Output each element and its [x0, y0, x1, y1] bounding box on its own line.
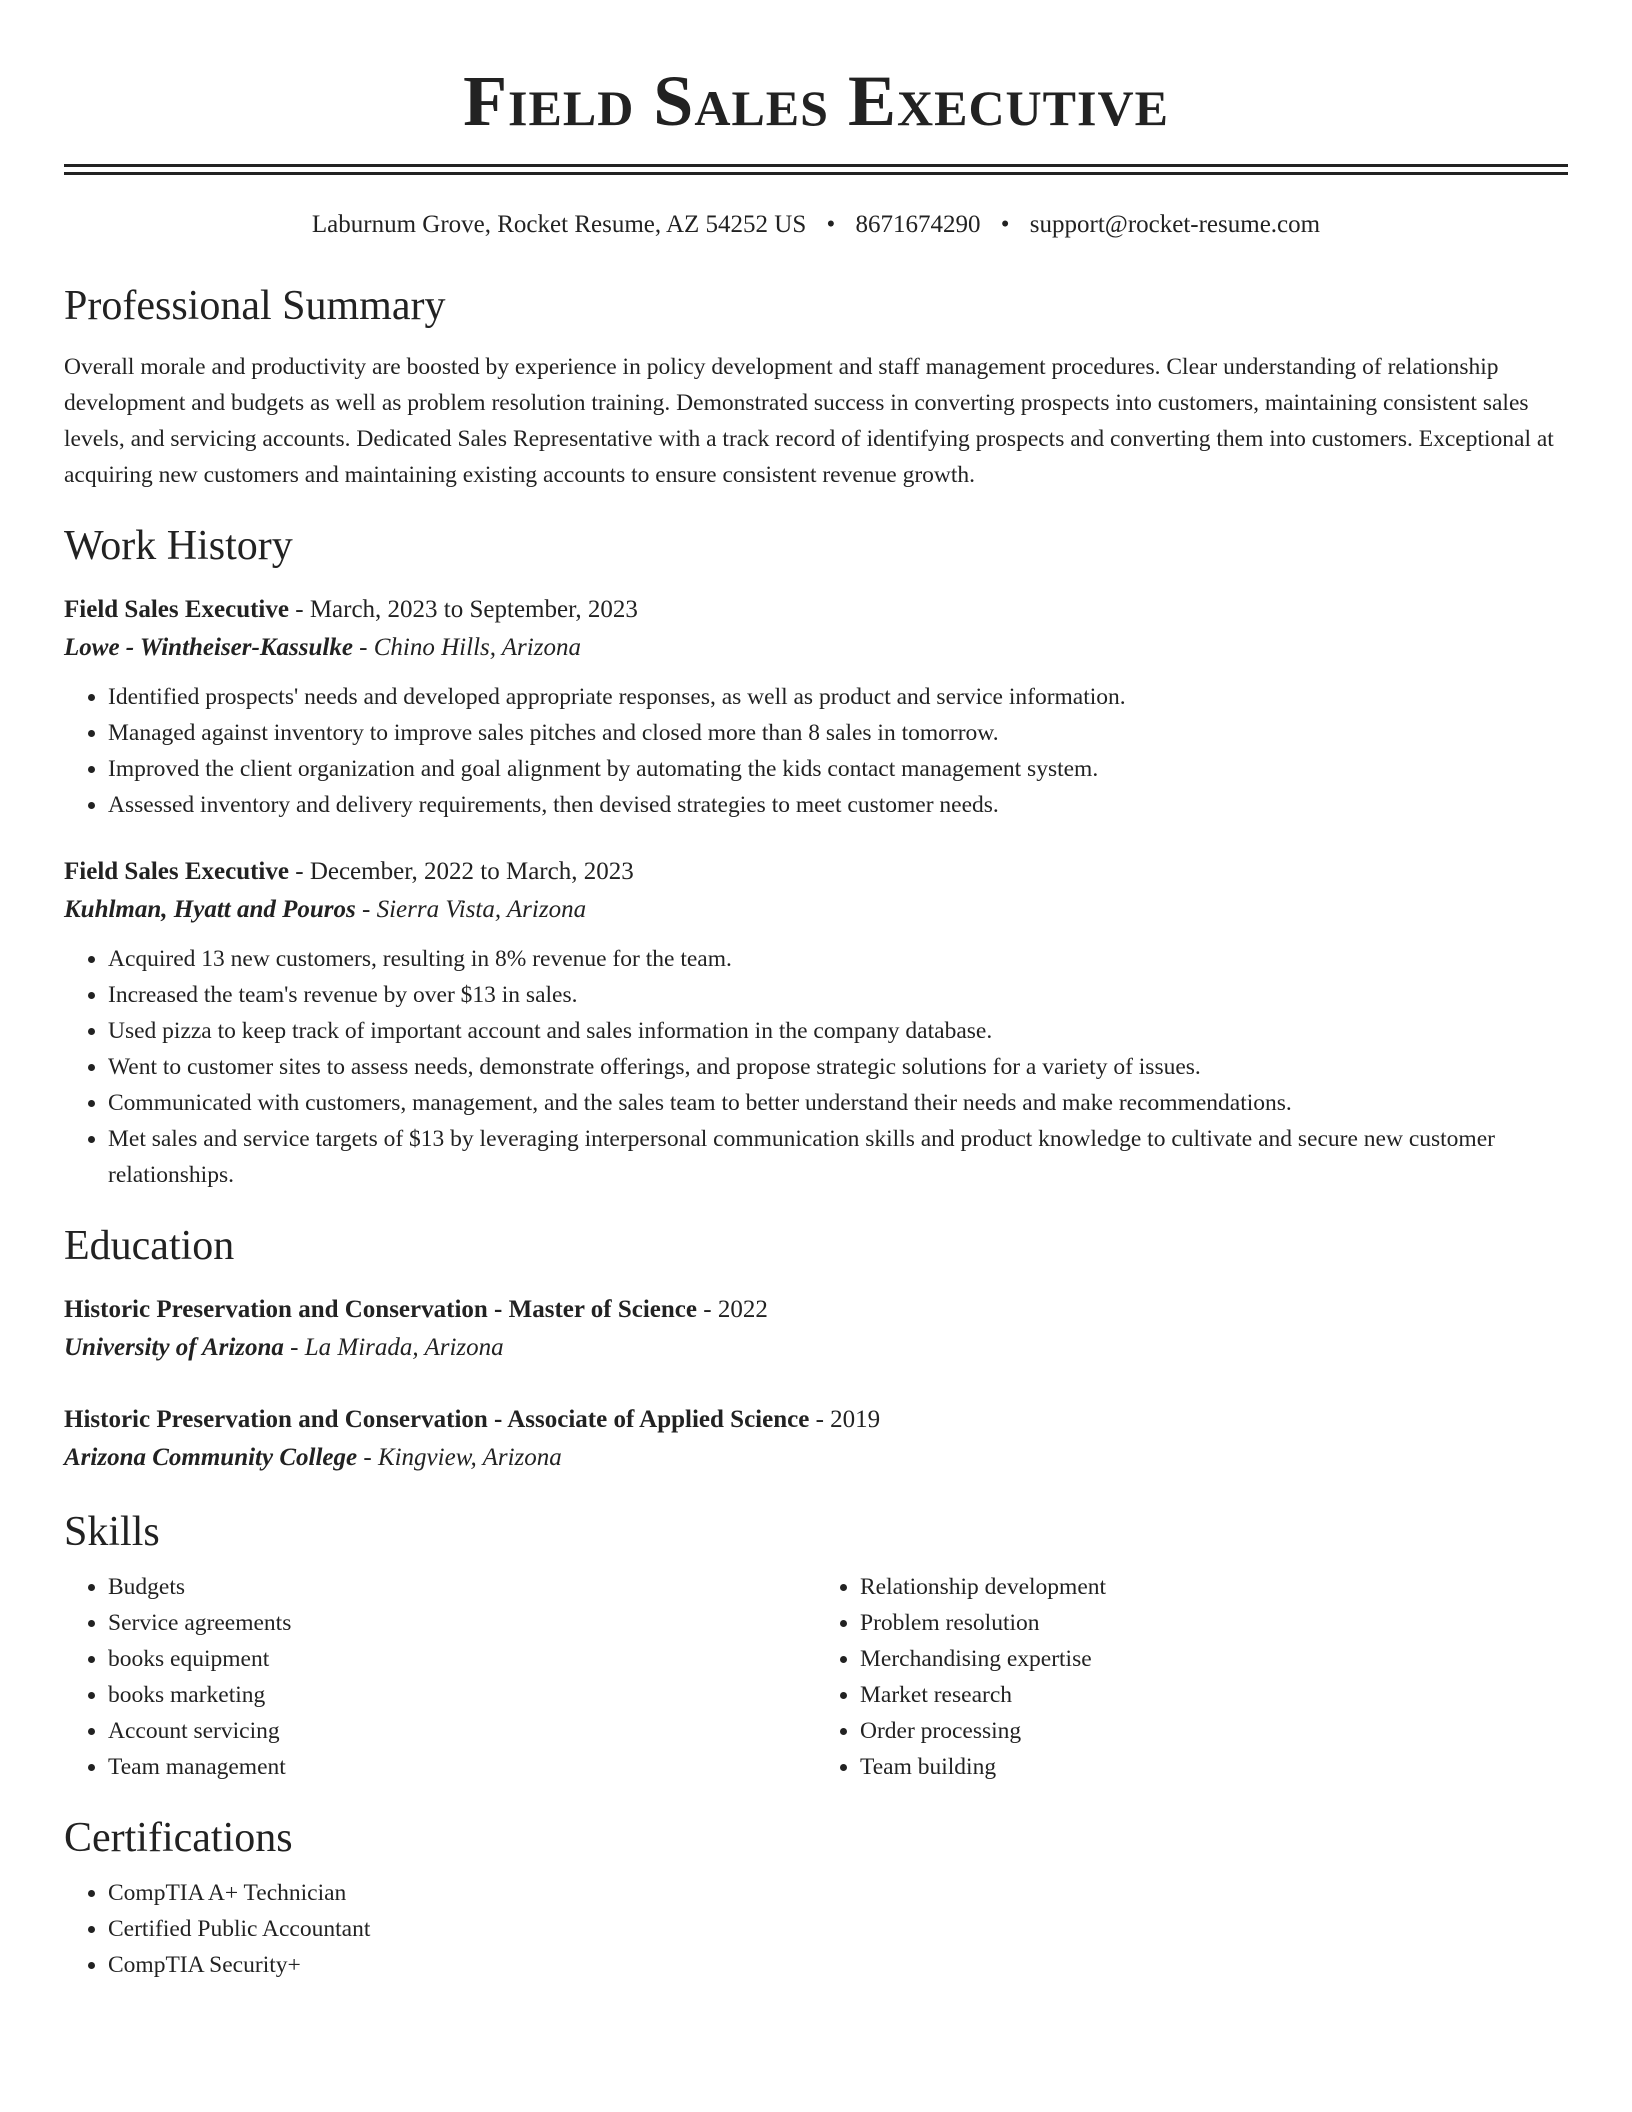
- job-company-line: [64, 891, 1568, 929]
- skill-item: • Account servicing: [108, 1713, 816, 1749]
- education-entry: [64, 1291, 1568, 1367]
- contact-separator: •: [1000, 211, 1010, 238]
- skills-grid: [64, 1569, 1568, 1785]
- skills-list-right: [816, 1569, 1568, 1785]
- school-location: Kingview, Arizona: [377, 1444, 562, 1471]
- contact-line: [64, 209, 1568, 241]
- job-bullet: • Used pizza to keep track of important account and sales information in the company database.: [108, 1013, 1568, 1049]
- skill-item: • Team building: [860, 1749, 1568, 1785]
- certifications-list: [64, 1875, 1568, 1983]
- job-company-line: [64, 629, 1568, 667]
- certification-item: • CompTIA A+ Technician: [108, 1875, 1568, 1911]
- job-entry: [64, 853, 1568, 1193]
- school-location: La Mirada, Arizona: [304, 1334, 504, 1361]
- skill-item: • books equipment: [108, 1641, 816, 1677]
- degree-line: [64, 1291, 1568, 1329]
- job-bullet: • Acquired 13 new customers, resulting in 8% revenue for the team.: [108, 941, 1568, 977]
- job-location: Chino Hills, Arizona: [373, 634, 581, 661]
- resume-title: Field Sales Executive: [463, 61, 1169, 141]
- job-bullet: • Managed against inventory to improve sales pitches and closed more than 8 sales in tomorrow.: [108, 715, 1568, 751]
- skill-item: • Relationship development: [860, 1569, 1568, 1605]
- contact-separator: •: [826, 211, 836, 238]
- summary-heading: Professional Summary: [64, 283, 446, 329]
- job-title-line: [64, 853, 1568, 891]
- degree-name: Historic Preservation and Conservation - Master of Science: [64, 1296, 697, 1323]
- school-line: [64, 1439, 1568, 1477]
- summary-text: Overall morale and productivity are boosted by experience in policy development and staff management procedures. Clear understanding of relationship development and budgets as well as problem resolution training. Demonstrated success in converting prospects into customers, maintaining consistent sales levels, and servicing accounts. Dedicated Sales Representative with a track record of identifying prospects and converting them into customers. Exceptional at acquiring new customers and maintaining existing accounts to ensure consistent revenue growth.: [64, 354, 1554, 488]
- job-bullet: • Identified prospects' needs and developed appropriate responses, as well as product and service information.: [108, 679, 1568, 715]
- title-divider: [64, 164, 1568, 175]
- job-title: Field Sales Executive: [64, 596, 289, 623]
- school-name: Arizona Community College: [64, 1444, 358, 1471]
- certification-item: • CompTIA Security+: [108, 1947, 1568, 1983]
- skill-item: • Problem resolution: [860, 1605, 1568, 1641]
- degree-line: [64, 1401, 1568, 1439]
- job-bullet: • Increased the team's revenue by over $13 in sales.: [108, 977, 1568, 1013]
- skill-item: • books marketing: [108, 1677, 816, 1713]
- job-company: Lowe - Wintheiser-Kassulke: [64, 634, 353, 661]
- job-bullet: • Went to customer sites to assess needs, demonstrate offerings, and propose strategic solutions for a variety of issues.: [108, 1049, 1568, 1085]
- dash-separator: -: [288, 858, 310, 885]
- job-bullet: • Assessed inventory and delivery requirements, then devised strategies to meet customer needs.: [108, 787, 1568, 823]
- skills-list-left: [64, 1569, 816, 1785]
- skill-item: • Service agreements: [108, 1605, 816, 1641]
- job-dates: December, 2022 to March, 2023: [309, 858, 634, 885]
- job-bullets: [64, 941, 1568, 1193]
- job-bullet: • Communicated with customers, management, and the sales team to better understand their needs and make recommendations.: [108, 1085, 1568, 1121]
- school-line: [64, 1329, 1568, 1367]
- job-title: Field Sales Executive: [64, 858, 289, 885]
- job-bullets: [64, 679, 1568, 823]
- skill-item: • Order processing: [860, 1713, 1568, 1749]
- job-entry: [64, 591, 1568, 823]
- job-bullet: • Met sales and service targets of $13 by leveraging interpersonal communication skills and product knowledge to cultivate and secure new customer relationships.: [108, 1121, 1568, 1193]
- degree-year: 2019: [830, 1406, 881, 1433]
- contact-email: support@rocket-resume.com: [1029, 211, 1321, 238]
- job-company: Kuhlman, Hyatt and Pouros: [64, 896, 356, 923]
- skill-item: • Team management: [108, 1749, 816, 1785]
- job-location: Sierra Vista, Arizona: [376, 896, 587, 923]
- certifications-heading: Certifications: [64, 1815, 293, 1861]
- dash-separator: -: [288, 596, 310, 623]
- dash-separator: -: [355, 896, 377, 923]
- certification-item: • Certified Public Accountant: [108, 1911, 1568, 1947]
- school-name: University of Arizona: [64, 1334, 284, 1361]
- skills-heading: Skills: [64, 1509, 160, 1555]
- job-bullet: • Improved the client organization and goal alignment by automating the kids contact management system.: [108, 751, 1568, 787]
- work-history-heading: Work History: [64, 523, 293, 569]
- skill-item: • Merchandising expertise: [860, 1641, 1568, 1677]
- job-title-line: [64, 591, 1568, 629]
- dash-separator: -: [809, 1406, 831, 1433]
- dash-separator: -: [352, 634, 374, 661]
- degree-name: Historic Preservation and Conservation - Associate of Applied Science: [64, 1406, 810, 1433]
- skill-item: • Market research: [860, 1677, 1568, 1713]
- dash-separator: -: [357, 1444, 378, 1471]
- job-dates: March, 2023 to September, 2023: [309, 596, 638, 623]
- contact-address: Laburnum Grove, Rocket Resume, AZ 54252 US: [311, 211, 807, 238]
- education-heading: Education: [64, 1223, 235, 1269]
- degree-year: 2022: [717, 1296, 768, 1323]
- education-entry: [64, 1401, 1568, 1477]
- dash-separator: -: [283, 1334, 305, 1361]
- skill-item: • Budgets: [108, 1569, 816, 1605]
- dash-separator: -: [696, 1296, 718, 1323]
- contact-phone: 8671674290: [855, 211, 981, 238]
